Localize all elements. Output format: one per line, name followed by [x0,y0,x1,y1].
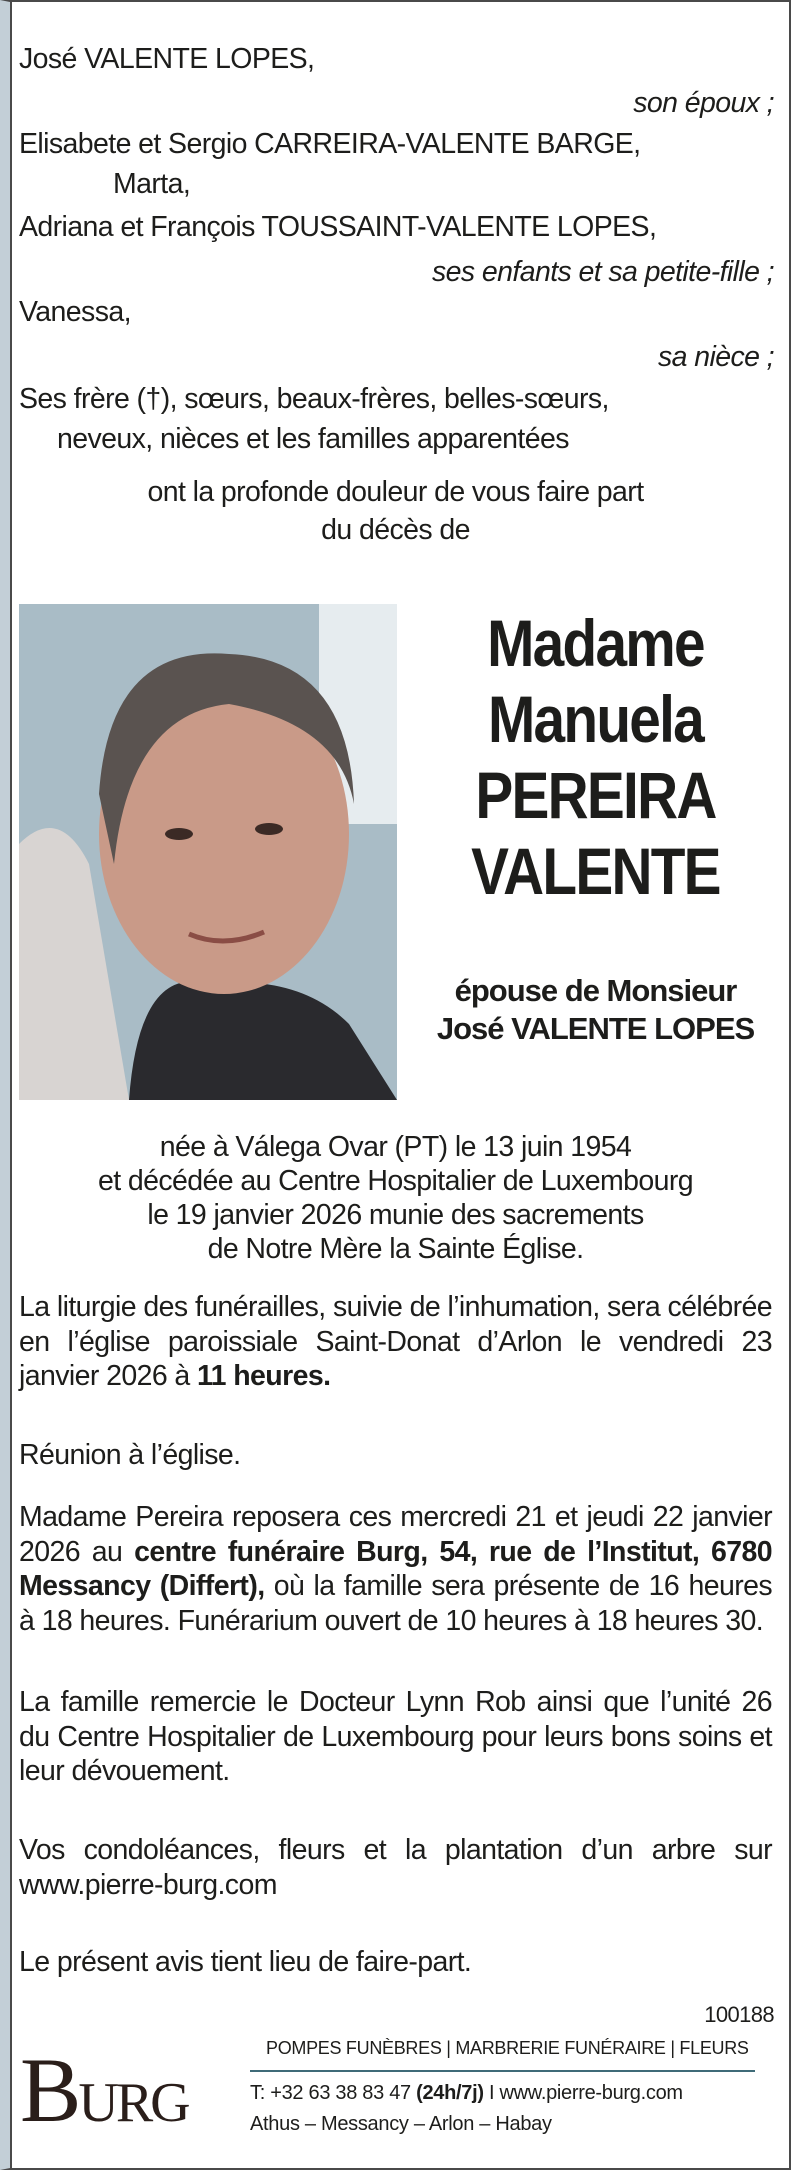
repose-paragraph [19,1500,772,1638]
birth-line: de Notre Mère la Sainte Église. [207,1233,584,1265]
phone: T: +32 63 38 83 47 [250,2082,417,2104]
condolences-paragraph: Vos condoléances, fleurs et la plantation d’un arbre sur www.pierre-burg.com [19,1834,772,1901]
divider [250,2070,755,2072]
deceased-title: Madame [487,606,704,680]
intro-line: ont la profonde douleur de vous faire part [147,476,644,508]
birth-line: le 19 janvier 2026 munie des sacrements [147,1199,644,1231]
family-line: Vanessa, [19,296,131,328]
liturgy-paragraph [19,1290,772,1394]
liturgy-time: 11 heures. [196,1360,331,1392]
hours: (24h/7j) [416,2082,484,2104]
spouse-line: José VALENTE LOPES [436,1011,755,1046]
birth-line: née à Válega Ovar (PT) le 13 juin 1954 [159,1131,632,1163]
relation-label: ses enfants et sa petite-fille ; [432,256,774,288]
deceased-first-name: Manuela [487,682,704,756]
intro-line: du décès de [321,514,470,546]
family-line: José VALENTE LOPES, [19,43,315,75]
repose-location: centre funéraire Burg, 54, rue de l’Institut, 6780 Messancy (Differt), [19,1535,772,1602]
birth-line: et décédée au Centre Hospitalier de Luxembourg [97,1165,694,1197]
deceased-surname: VALENTE [471,834,720,908]
family-line: Elisabete et Sergio CARREIRA-VALENTE BARGE, [19,128,641,160]
thanks-paragraph: La famille remercie le Docteur Lynn Rob ainsi que l’unité 26 du Centre Hospitalier de Luxembourg pour leurs bons soins et leur dévouement. [19,1686,772,1787]
family-line: Ses frère (†), sœurs, beaux-frères, belles-sœurs, [19,383,609,415]
towns-line: Athus – Messancy – Arlon – Habay [250,2113,552,2135]
family-line: Adriana et François TOUSSAINT-VALENTE LOPES, [19,211,657,243]
burg-logo: BURG [20,2039,188,2141]
notice-paragraph: Le présent avis tient lieu de faire-part. [19,1946,472,1978]
family-line: Marta, [113,168,191,200]
liturgy-text: La liturgie des funérailles, suivie de l’inhumation, sera célébrée en l’église paroissiale Saint-Donat d’Arlon le vendredi 23 janvier 2026 à [19,1291,772,1392]
services-line: POMPES FUNÈBRES | MARBRERIE FUNÉRAIRE | FLEURS [266,2038,749,2058]
repose-text: Madame Pereira reposera ces mercredi 21 et jeudi 22 janvier 2026 au [19,1501,772,1568]
deceased-surname: PEREIRA [475,758,716,832]
reference-number: 100188 [704,2002,774,2027]
portrait-photo [19,604,397,1100]
reunion-paragraph: Réunion à l’église. [19,1439,241,1471]
contact-line [250,2082,683,2105]
website-link[interactable]: I www.pierre-burg.com [483,2082,683,2104]
relation-label: son époux ; [633,87,774,119]
family-line: neveux, nièces et les familles apparentées [57,423,569,455]
relation-label: sa nièce ; [658,341,774,373]
repose-text: où la famille sera présente de 16 heures à 18 heures. Funérarium ouvert de 10 heures à 18 heures 30. [19,1570,772,1637]
spouse-line: épouse de Monsieur [454,973,737,1008]
